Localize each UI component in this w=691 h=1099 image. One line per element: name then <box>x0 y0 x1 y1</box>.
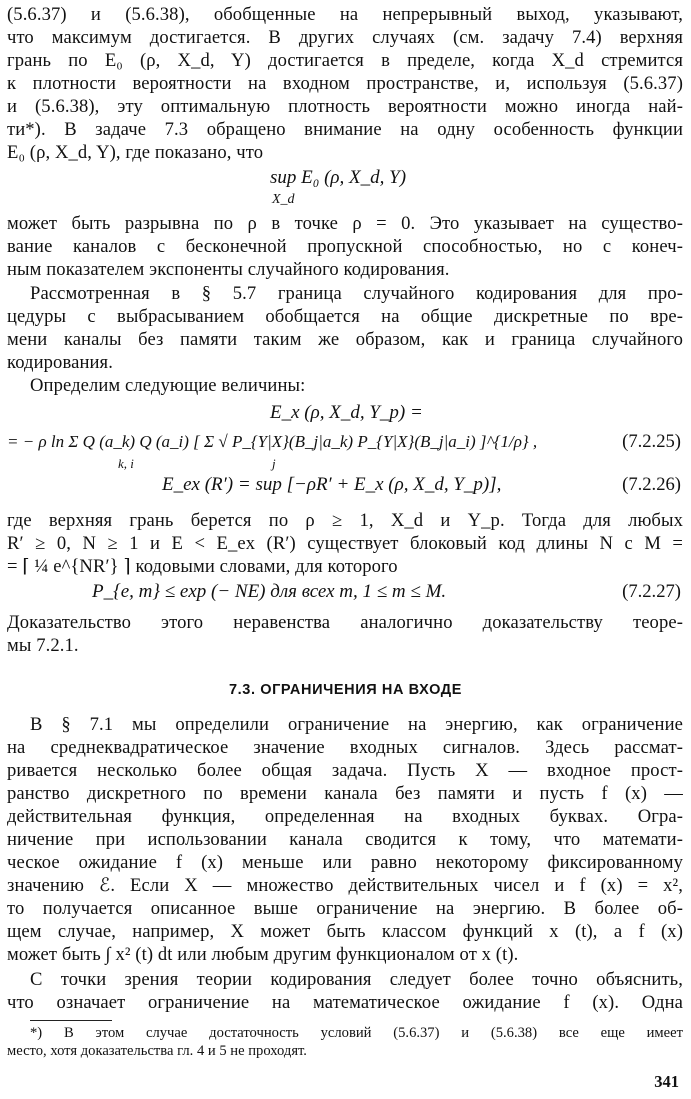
text-line: то получается описанное выше ограничение на энергию. В более об- <box>7 898 683 919</box>
text-line: на среднеквадратическое значение входных сигналов. Здесь рассмат- <box>7 737 683 758</box>
text-line: ничение при использовании канала сводится к тому, что математи- <box>7 829 683 850</box>
text-line: (5.6.37) и (5.6.38), обобщенные на непрерывный выход, указывают, <box>7 4 683 25</box>
text-line: Доказательство этого неравенства аналогично доказательству теоре- <box>7 612 683 633</box>
footnote-rule <box>30 1020 112 1021</box>
text-line: что означает ограничение на математическое ожидание f (x). Одна <box>7 992 683 1013</box>
text-line: и (5.6.38), эту оптимальную плотность вероятности можно иногда най- <box>7 96 683 117</box>
footnote-line: место, хотя доказательства гл. 4 и 5 не проходят. <box>7 1043 307 1059</box>
equation-number: (7.2.26) <box>622 474 681 495</box>
text-line: ранство дискретного по времени канала без памяти и пусть f (x) — <box>7 783 683 804</box>
text-line: что максимум достигается. В других случаях (см. задачу 7.4) верхняя <box>7 27 683 48</box>
text-line: R′ ≥ 0, N ≥ 1 и E < E_ex (R′) существует блоковый код длины N с M = <box>7 533 683 554</box>
text-line: С точки зрения теории кодирования следует более точно объяснить, <box>30 969 683 990</box>
equation-7-2-26: E_ex (R′) = sup [−ρR′ + E_x (ρ, X_d, Y_p)], <box>162 474 502 495</box>
equation-7-2-27: P_{e, m} ≤ exp (− NE) для всех m, 1 ≤ m ≤ M. <box>92 581 447 602</box>
text-line: значению ℰ. Если X — множество действительных чисел и f (x) = x², <box>7 875 683 896</box>
text-line: E₀ (ρ, X_d, Y), где показано, что <box>7 142 264 163</box>
text-line: к плотности вероятности на входном пространстве, и, используя (5.6.37) <box>7 73 683 94</box>
text-line: щем случае, например, X может быть классом функций x (t), а f (x) <box>7 921 683 942</box>
text-line: может быть ∫ x² (t) dt или любым другим функционалом от x (t). <box>7 944 519 965</box>
text-line: ным показателем экспоненты случайного кодирования. <box>7 259 450 280</box>
text-line: действительная функция, определенная на входных буквах. Огра- <box>7 806 683 827</box>
text-line: ривается несколько более общая задача. Пусть X — входное прост- <box>7 760 683 781</box>
text-line: вание каналов с бесконечной пропускной способностью, но с конеч- <box>7 236 683 257</box>
text-line: где верхняя грань берется по ρ ≥ 1, X_d и Y_p. Тогда для любых <box>7 510 683 531</box>
section-heading: 7.3. ОГРАНИЧЕНИЯ НА ВХОДЕ <box>229 682 462 698</box>
text-line: кодирования. <box>7 352 113 373</box>
equation-7-2-25-line1: E_x (ρ, X_d, Y_p) = <box>270 402 423 423</box>
text-line: Рассмотренная в § 5.7 граница случайного кодирования для про- <box>30 283 683 304</box>
equation-number: (7.2.25) <box>622 431 681 452</box>
text-line: ти*). В задаче 7.3 обращено внимание на одну особенность функции <box>7 119 683 140</box>
equation-sup-subscript: X_d <box>272 192 295 207</box>
text-line: Определим следующие величины: <box>30 375 306 396</box>
text-line: В § 7.1 мы определили ограничение на энергию, как ограничение <box>30 714 683 735</box>
footnote-line: *) В этом случае достаточность условий (5.6.37) и (5.6.38) все еще имеет <box>30 1025 683 1041</box>
equation-sum-subscript: k, i <box>118 456 134 471</box>
equation-sum-subscript: j <box>272 456 276 471</box>
equation-sup: sup E₀ (ρ, X_d, Y) <box>270 167 407 188</box>
text-line: мы 7.2.1. <box>7 635 79 656</box>
equation-number: (7.2.27) <box>622 581 681 602</box>
equation-7-2-25-line2: = − ρ ln Σ Q (a_k) Q (a_i) [ Σ √ P_{Y|X}(B_j|a_k) P_{Y|X}(B_j|a_i) ]^{1/ρ} , <box>7 432 538 451</box>
text-line: может быть разрывна по ρ в точке ρ = 0. Это указывает на существо- <box>7 213 683 234</box>
page-number: 341 <box>654 1072 679 1091</box>
text-line: мени каналы без памяти таким же образом, как и граница случайного <box>7 329 683 350</box>
text-line: = ⌈ ¼ e^{NR′} ⌉ кодовыми словами, для которого <box>7 556 398 577</box>
text-line: грань по E₀ (ρ, X_d, Y) достигается в пределе, когда X_d стремится <box>7 50 683 71</box>
text-line: ческое ожидание f (x) меньше или равно некоторому фиксированному <box>7 852 683 873</box>
text-line: цедуры с выбрасыванием обобщается на общие дискретные по вре- <box>7 306 683 327</box>
